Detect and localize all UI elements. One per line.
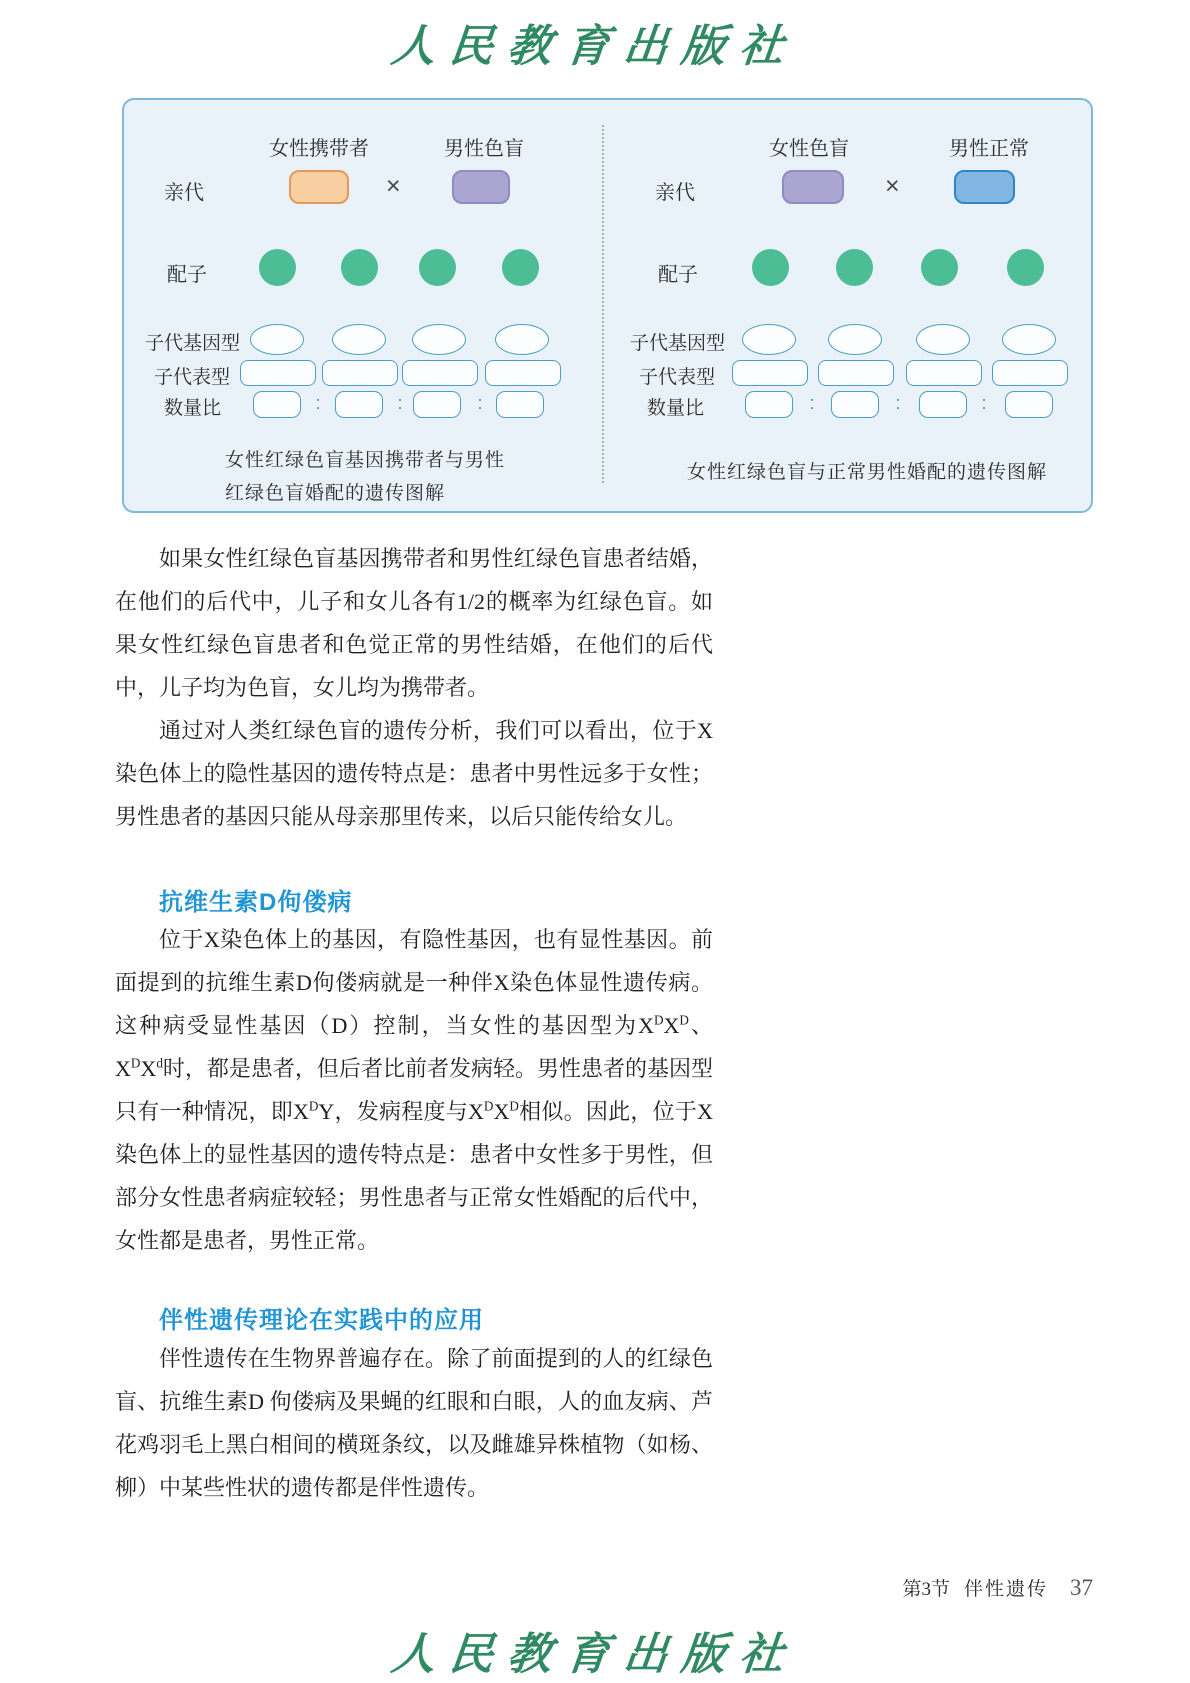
- right-genotype-row-label: 子代基因型: [630, 333, 726, 354]
- right-mother-type-label: 女性色盲: [769, 138, 849, 160]
- body-text-block-3: [115, 1337, 713, 1509]
- phenotype-blank: [732, 360, 808, 386]
- ratio-colon: :: [809, 393, 815, 413]
- section-heading-rickets: 抗维生素D佝偻病: [159, 889, 353, 916]
- paragraph: 位于X染色体上的基因，有隐性基因，也有显性基因。前面提到的抗维生素D佝偻病就是一种伴X染色体显性遗传病。这种病受显性基因（D）控制，当女性的基因型为$X^DX^D$、$X^DX^d$时，都是患者，但后者比前者发病轻。男性患者的基因型只有一种情况，即$X^DY$，发病程度与$X^DX^D$相似。因此，位于X染色体上的显性基因的遗传特点是：患者中女性多于男性，但部分女性患者病症较轻；男性患者与正常女性婚配的后代中，女性都是患者，男性正常。: [115, 927, 713, 1253]
- left-parents-row-label: 亲代: [164, 182, 204, 204]
- gamete-circle: [419, 249, 456, 286]
- genotype-blank: [916, 324, 970, 355]
- left-diagram-caption-line1: 女性红绿色盲基因携带者与男性: [225, 450, 506, 471]
- page-number: 37: [1070, 1575, 1093, 1600]
- ratio-blank: [1005, 391, 1053, 418]
- panel-divider: [602, 125, 604, 483]
- body-text-block-1: [115, 537, 713, 838]
- ratio-colon: :: [981, 393, 987, 413]
- genetic-diagram-box: [122, 98, 1093, 513]
- left-mother-type-label: 女性携带者: [269, 138, 369, 160]
- footer-section-label: 第3节: [902, 1579, 950, 1600]
- left-mother-shape: [289, 170, 349, 204]
- genotype-blank: [412, 324, 466, 355]
- ratio-blank: [745, 391, 793, 418]
- paragraph: 通过对人类红绿色盲的遗传分析，我们可以看出，位于X染色体上的隐性基因的遗传特点是：患者中男性远多于女性；男性患者的基因只能从母亲那里传来，以后只能传给女儿。: [115, 718, 713, 829]
- left-ratio-row-label: 数量比: [164, 398, 222, 419]
- right-cross-symbol: ×: [885, 172, 900, 200]
- genotype-blank: [250, 324, 304, 355]
- left-cross-symbol: ×: [386, 172, 401, 200]
- genotype-blank: [495, 324, 549, 355]
- ratio-colon: :: [315, 393, 321, 413]
- gamete-circle: [341, 249, 378, 286]
- gamete-circle: [259, 249, 296, 286]
- gamete-circle: [502, 249, 539, 286]
- gamete-circle: [752, 249, 789, 286]
- gamete-circle: [921, 249, 958, 286]
- right-parents-row-label: 亲代: [655, 182, 695, 204]
- right-mother-shape: [782, 170, 844, 204]
- genotype-blank: [1002, 324, 1056, 355]
- body-text-block-2: [115, 918, 713, 1262]
- genotype-blank: [742, 324, 796, 355]
- ratio-blank: [413, 391, 461, 418]
- phenotype-blank: [240, 360, 316, 386]
- paragraph: 伴性遗传在生物界普遍存在。除了前面提到的人的红绿色盲、抗维生素D 佝偻病及果蝇的红眼和白眼，人的血友病、芦花鸡羽毛上黑白相间的横斑条纹，以及雌雄异株植物（如杨、柳）中某些性状的遗传都是伴性遗传。: [115, 1346, 713, 1500]
- left-diagram-caption-line2: 红绿色盲婚配的遗传图解: [225, 483, 446, 504]
- page-footer: [902, 1574, 1093, 1601]
- phenotype-blank: [485, 360, 561, 386]
- phenotype-blank: [992, 360, 1068, 386]
- phenotype-blank: [402, 360, 478, 386]
- paragraph: 如果女性红绿色盲基因携带者和男性红绿色盲患者结婚，在他们的后代中，儿子和女儿各有1/2的概率为红绿色盲。如果女性红绿色盲患者和色觉正常的男性结婚，在他们的后代中，儿子均为色盲，女儿均为携带者。: [115, 546, 713, 700]
- right-father-shape: [954, 170, 1015, 204]
- section-heading-application: 伴性遗传理论在实践中的应用: [159, 1307, 484, 1334]
- right-father-type-label: 男性正常: [949, 138, 1029, 160]
- left-father-shape: [452, 170, 510, 204]
- publisher-logo-top: 人民教育出版社: [388, 21, 801, 72]
- right-diagram-caption: 女性红绿色盲与正常男性婚配的遗传图解: [686, 462, 1047, 483]
- left-phenotype-row-label: 子代表型: [154, 367, 231, 388]
- phenotype-blank: [322, 360, 398, 386]
- genotype-blank: [828, 324, 882, 355]
- ratio-colon: :: [895, 393, 901, 413]
- left-gametes-row-label: 配子: [167, 264, 207, 286]
- phenotype-blank: [818, 360, 894, 386]
- ratio-blank: [253, 391, 301, 418]
- right-gametes-row-label: 配子: [658, 264, 698, 286]
- publisher-logo-bottom: 人民教育出版社: [388, 1629, 801, 1680]
- ratio-blank: [831, 391, 879, 418]
- ratio-blank: [335, 391, 383, 418]
- right-phenotype-row-label: 子代表型: [639, 367, 716, 388]
- left-genotype-row-label: 子代基因型: [145, 333, 241, 354]
- ratio-colon: :: [477, 393, 483, 413]
- ratio-blank: [919, 391, 967, 418]
- footer-section-title: 伴性遗传: [963, 1579, 1048, 1600]
- ratio-colon: :: [397, 393, 403, 413]
- genotype-blank: [332, 324, 386, 355]
- phenotype-blank: [906, 360, 982, 386]
- right-ratio-row-label: 数量比: [647, 398, 705, 419]
- ratio-blank: [496, 391, 544, 418]
- gamete-circle: [836, 249, 873, 286]
- gamete-circle: [1007, 249, 1044, 286]
- left-father-type-label: 男性色盲: [444, 138, 524, 160]
